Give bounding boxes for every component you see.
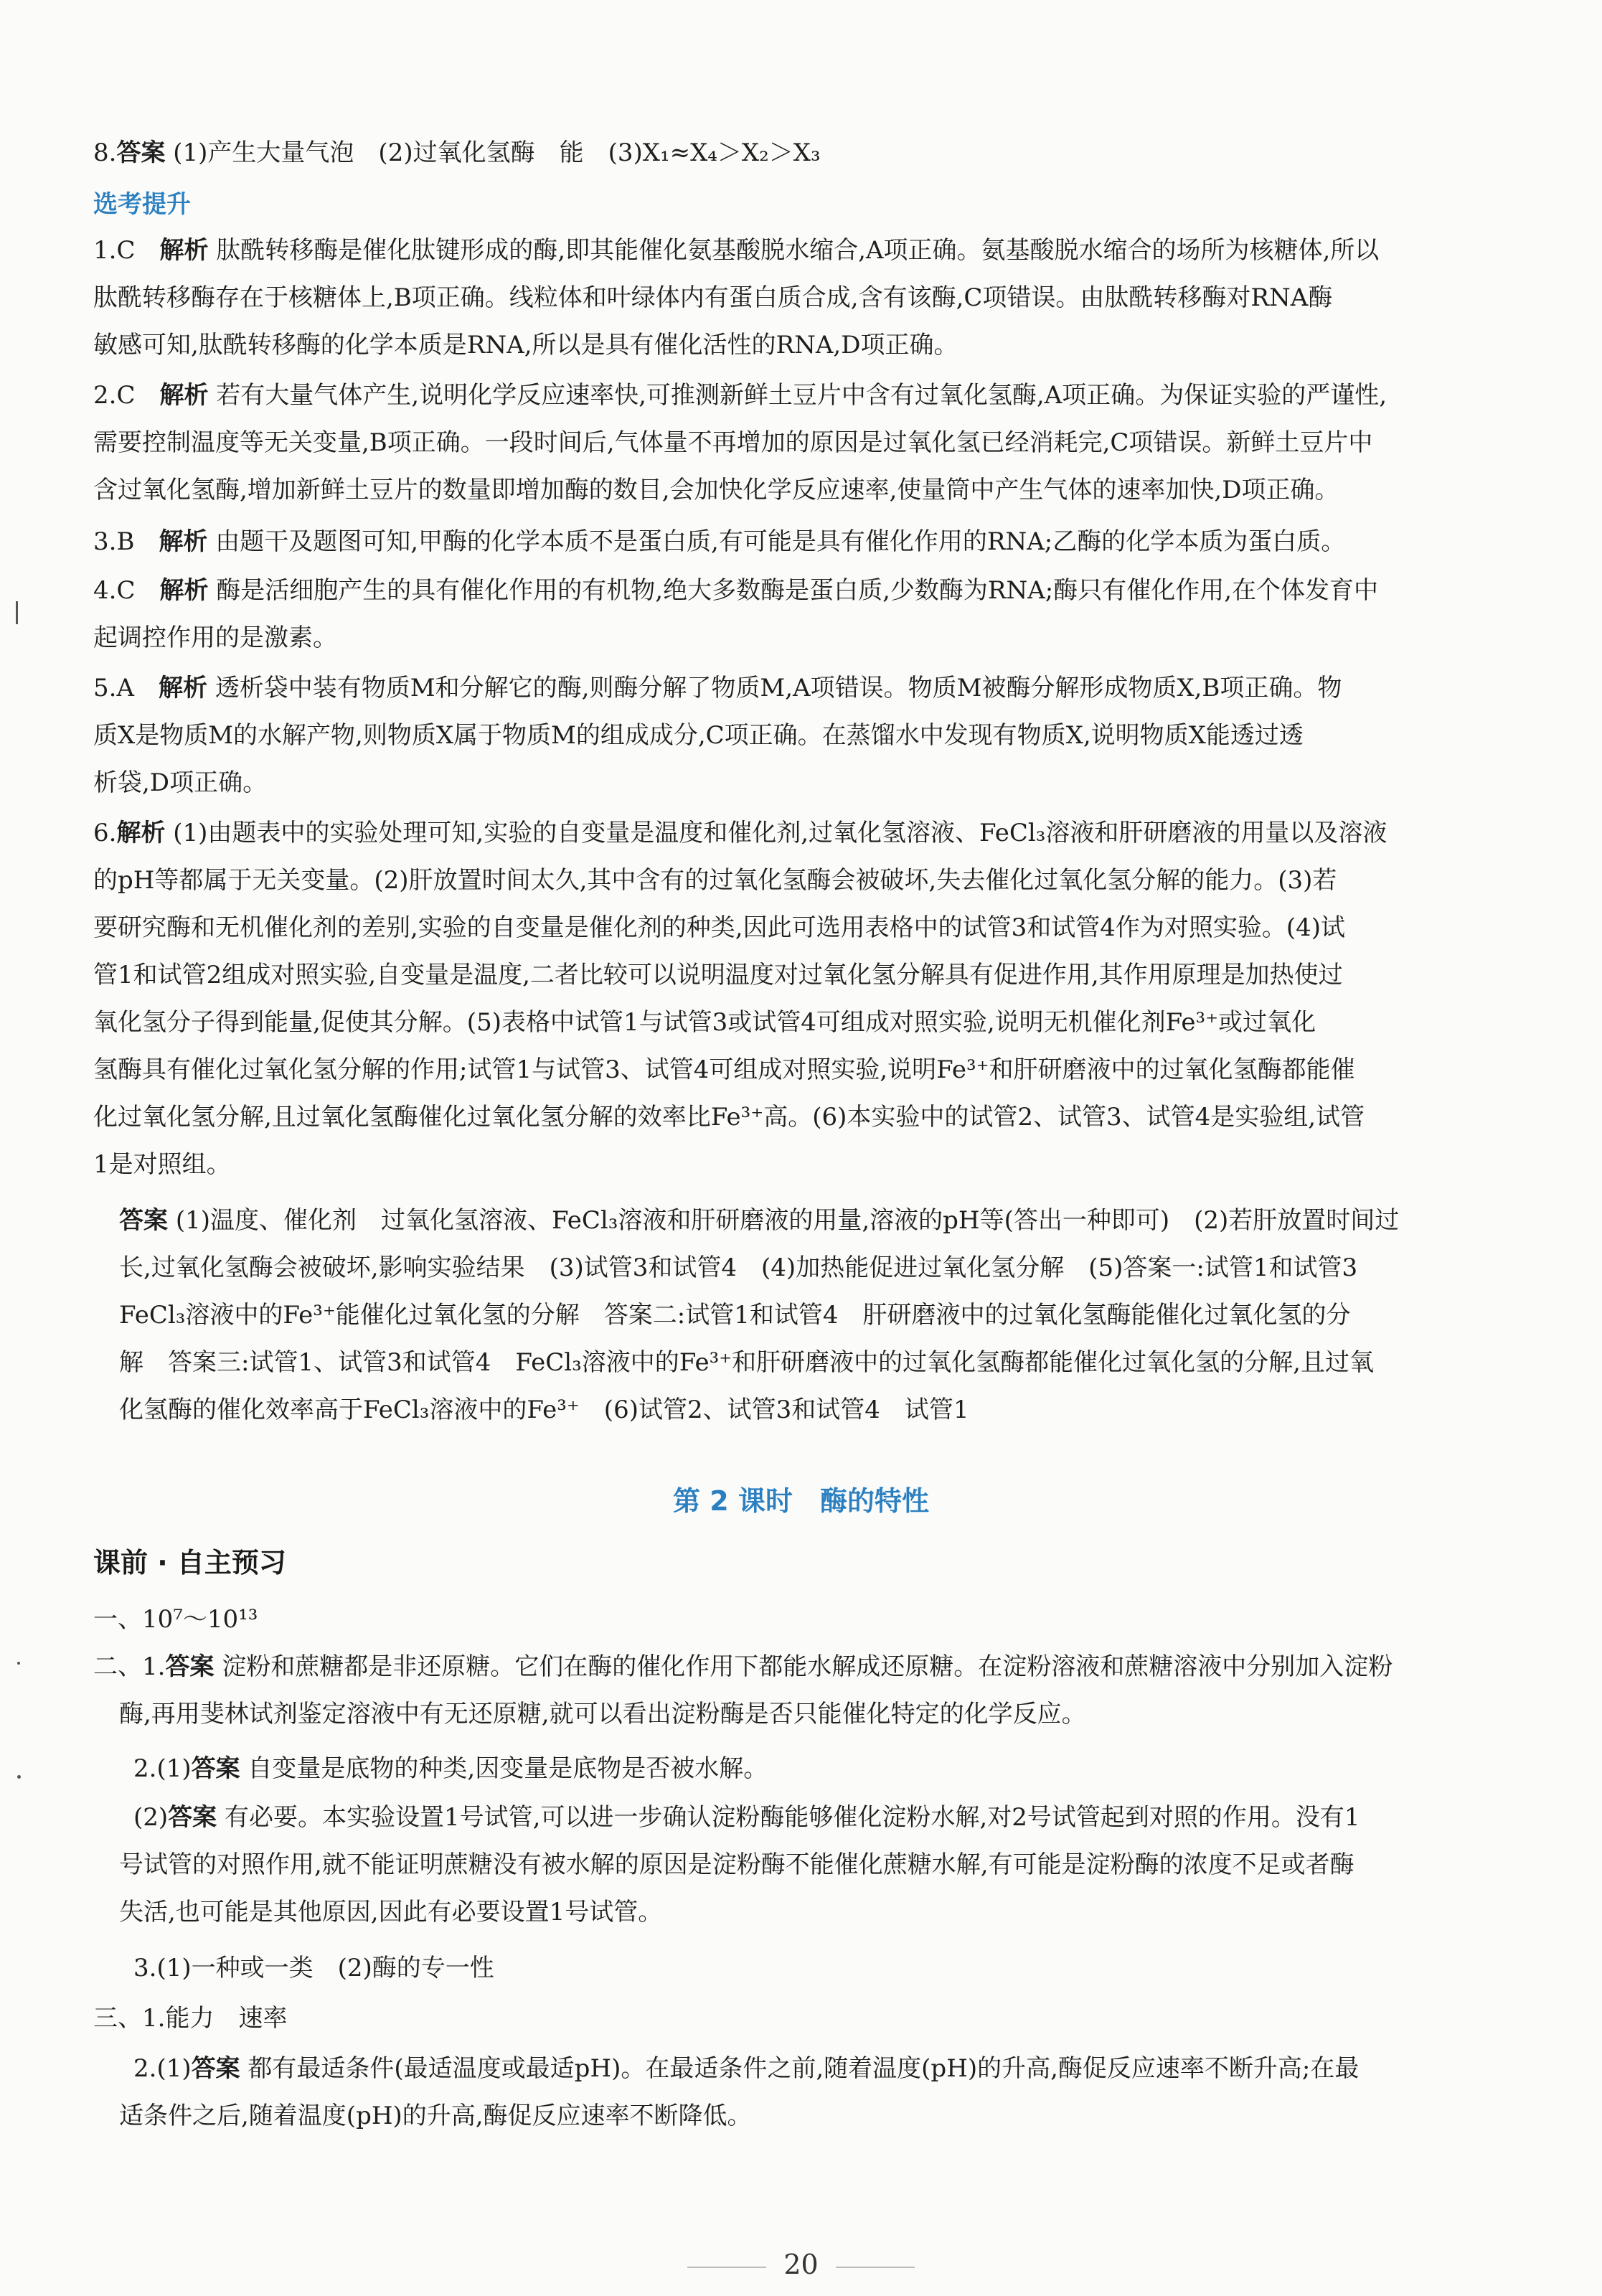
section-preview: 课前 · 自主预习 xyxy=(93,1547,286,1578)
analysis-label: 解析 xyxy=(159,674,207,702)
footer-rule-left xyxy=(687,2267,766,2268)
part-three-2: 2.(1)答案 都有最适条件(最适温度或最适pH)。在最适条件之前,随着温度(pH)的升高,酶促反应速率不断升高;在最 适条件之后,随着温度(pH)的升高,酶促反应速率不断降低。 xyxy=(119,2054,1360,2130)
q2: 2.C 解析 若有大量气体产生,说明化学反应速率快,可推测新鲜土豆片中含有过氧化氢酶,A项正确。为保证实验的严谨性, 需要控制温度等无关变量,B项正确。一段时间后,气体量不再增加的原因是过氧化氢已经消耗完,C项错误。新鲜土豆片中 含过氧化氢酶,增加新鲜土豆片的数量即增加酶的数目,会加快化学反应速率,使量筒中产生气体的速率加快,D项正确。 xyxy=(93,381,1387,504)
section-xuankao: 选考提升 xyxy=(93,190,191,219)
q6-number: 6. xyxy=(93,819,117,847)
q8-number: 8. xyxy=(93,138,117,167)
q1: 1.C 解析 肽酰转移酶是催化肽键形成的酶,即其能催化氨基酸脱水缩合,A项正确。氨基酸脱水缩合的场所为核糖体,所以 肽酰转移酶存在于核糖体上,B项正确。线粒体和叶绿体内有蛋白质合成,含有该酶,C项错误。由肽酰转移酶对RNA酶 敏感可知,肽酰转移酶的化学本质是RNA,所以是具有催化活性的RNA,D项正确。 xyxy=(93,236,1380,359)
scan-mark xyxy=(17,1662,20,1665)
part-two-1: 二、1.答案 淀粉和蔗糖都是非还原糖。它们在酶的催化作用下都能水解成还原糖。在淀粉溶液和蔗糖溶液中分别加入淀粉 酶,再用斐林试剂鉴定溶液中有无还原糖,就可以看出淀粉酶是否只能催化特定的化学反应。 xyxy=(93,1652,1393,1728)
analysis-label: 解析 xyxy=(159,236,209,265)
part-one: 一、10⁷～10¹³ xyxy=(93,1605,258,1634)
analysis-label: 解析 xyxy=(159,381,209,410)
part-two-2b: (2)答案 有必要。本实验设置1号试管,可以进一步确认淀粉酶能够催化淀粉水解,对2号试管起到对照的作用。没有1 号试管的对照作用,就不能证明蔗糖没有被水解的原因是淀粉酶不能催化蔗糖水解,有可能是淀粉酶的浓度不足或者酶 失活,也可能是其他原因,因此有必要设置1号试管。 xyxy=(119,1803,1360,1926)
q6-answer: 答案 (1)温度、催化剂 过氧化氢溶液、FeCl₃溶液和肝研磨液的用量,溶液的pH等(答出一种即可) (2)若肝放置时间过 长,过氧化氢酶会被破坏,影响实验结果 (3)试管3和试管4 (4)加热能促进过氧化氢分解 (5)答案一:试管1和试管3 FeCl₃溶液中的Fe³⁺能催化过氧化氢的分解 答案二:试管1和试管4 肝研磨液中的过氧化氢酶能催化过氧化氢的分 解 答案三:试管1、试管3和试管4 FeCl₃溶液中的Fe³⁺和肝研磨液中的过氧化氢酶都能催化过氧化氢的分解,且过氧 化氢酶的催化效率高于FeCl₃溶液中的Fe³⁺ (6)试管2、试管3和试管4 试管1 xyxy=(119,1206,1400,1424)
q5-number: 5.A xyxy=(93,674,134,702)
q8 xyxy=(93,129,821,177)
answer-label: 答案 xyxy=(116,138,166,167)
q8-text: (1)产生大量气泡 (2)过氧化氢酶 能 (3)X₁≈X₄＞X₂＞X₃ xyxy=(173,138,821,167)
answer-label: 答案 xyxy=(165,1652,215,1681)
q4-number: 4.C xyxy=(93,576,136,605)
analysis-label: 解析 xyxy=(159,576,209,605)
footer-rule-right xyxy=(836,2267,915,2268)
part-two-2a: 2.(1)答案 自变量是底物的种类,因变量是底物是否被水解。 xyxy=(133,1754,768,1783)
q5: 5.A 解析 透析袋中装有物质M和分解它的酶,则酶分解了物质M,A项错误。物质M被酶分解形成物质X,B项正确。物 质X是物质M的水解产物,则物质X属于物质M的组成成分,C项正确。在蒸馏水中发现有物质X,说明物质X能透过透 析袋,D项正确。 xyxy=(93,674,1342,797)
part-two-3: 3.(1)一种或一类 (2)酶的专一性 xyxy=(133,1954,494,1982)
q3-number: 3.B xyxy=(93,527,135,556)
answer-label: 答案 xyxy=(119,1206,168,1235)
answer-label: 答案 xyxy=(191,2054,240,2083)
q2-number: 2.C xyxy=(93,381,136,410)
scan-mark xyxy=(17,1775,21,1779)
scan-mark xyxy=(16,601,18,624)
q6: 6.解析 (1)由题表中的实验处理可知,实验的自变量是温度和催化剂,过氧化氢溶液、FeCl₃溶液和肝研磨液的用量以及溶液 的pH等都属于无关变量。(2)肝放置时间太久,其中含有的过氧化氢酶会被破坏,失去催化过氧化氢分解的能力。(3)若 要研究酶和无机催化剂的差别,实验的自变量是催化剂的种类,因此可选用表格中的试管3和试管4作为对照实验。(4)试 管1和试管2组成对照实验,自变量是温度,二者比较可以说明温度对过氧化氢分解具有促进作用,其作用原理是加热使过 氧化氢分子得到能量,促使其分解。(5)表格中试管1与试管3或试管4可组成对照实验,说明无机催化剂Fe³⁺或过氧化 氢酶具有催化过氧化氢分解的作用;试管1与试管3、试管4可组成对照实验,说明Fe³⁺和肝研磨液中的过氧化氢酶都能催 化过氧化氢分解,且过氧化氢酶催化过氧化氢分解的效率比Fe³⁺高。(6)本实验中的试管2、试管3、试管4是实验组,试管 1是对照组。 xyxy=(93,819,1387,1179)
page-number: 20 xyxy=(783,2249,819,2280)
q3: 3.B 解析 由题干及题图可知,甲酶的化学本质不是蛋白质,有可能是具有催化作用的RNA;乙酶的化学本质为蛋白质。 xyxy=(93,527,1346,556)
part-three-1: 三、1.能力 速率 xyxy=(93,2004,288,2033)
q4: 4.C 解析 酶是活细胞产生的具有催化作用的有机物,绝大多数酶是蛋白质,少数酶为RNA;酶只有催化作用,在个体发育中 起调控作用的是激素。 xyxy=(93,576,1379,652)
answer-label: 答案 xyxy=(191,1754,240,1783)
lesson-title: 第 2 课时 酶的特性 xyxy=(673,1485,929,1517)
q1-number: 1.C xyxy=(93,236,136,265)
analysis-label: 解析 xyxy=(116,819,166,847)
answer-label: 答案 xyxy=(168,1803,217,1832)
analysis-label: 解析 xyxy=(159,527,208,556)
page-footer xyxy=(0,2249,1602,2280)
